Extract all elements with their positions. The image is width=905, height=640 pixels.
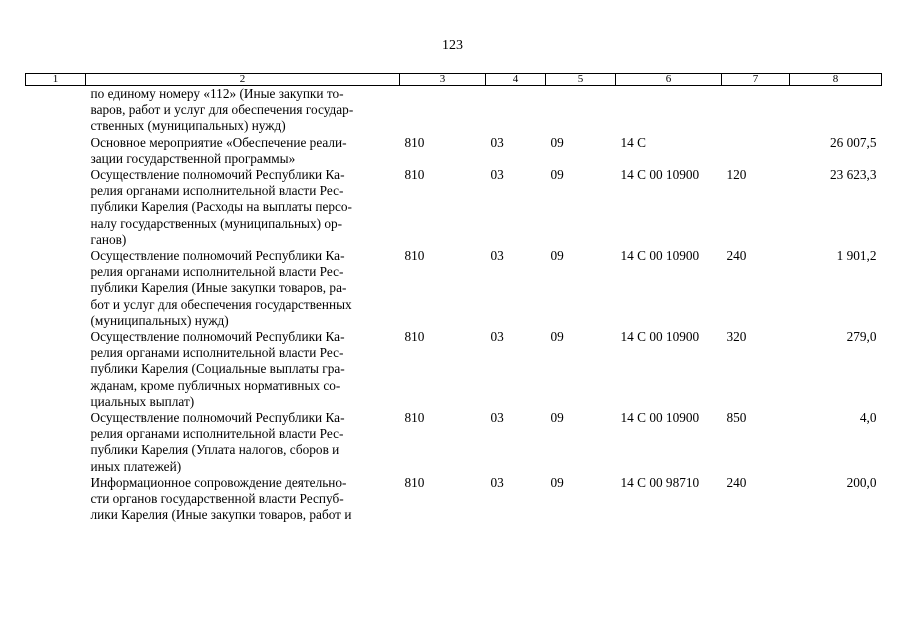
- code-admin-cell: 810: [404, 248, 425, 264]
- code-section-cell: 03: [490, 410, 504, 426]
- description-line: варов, работ и услуг для обеспечения государ-: [90, 102, 354, 118]
- column-header: 7: [722, 74, 790, 86]
- code-section-cell: 03: [490, 134, 504, 150]
- code-section-cell: 03: [490, 329, 504, 345]
- row-description: [86, 475, 400, 524]
- description-line: ганов): [90, 231, 127, 247]
- table-row: [26, 248, 882, 329]
- column-header: 5: [546, 74, 616, 86]
- description-line: публики Карелия (Уплата налогов, сборов и: [90, 442, 340, 458]
- description-line: иных платежей): [90, 458, 182, 474]
- page-number: 123: [442, 38, 463, 53]
- row-number-cell: [26, 135, 86, 167]
- description-line: релия органами исполнительной власти Рес-: [90, 426, 344, 442]
- amount-cell: 200,0: [846, 474, 877, 490]
- description-line: релия органами исполнительной власти Рес-: [90, 345, 344, 361]
- row-number-cell: [26, 410, 86, 475]
- amount-cell: 1 901,2: [836, 248, 877, 264]
- description-line: по единому номеру «112» (Иные закупки то-: [90, 86, 344, 101]
- description-line: налу государственных (муниципальных) ор-: [90, 215, 343, 231]
- description-line: Основное мероприятие «Обеспечение реали-: [90, 134, 347, 150]
- code-subsection-cell: 09: [550, 248, 564, 264]
- table-row: [26, 329, 882, 410]
- code-target-article-cell: 14 С 00 10900: [620, 248, 700, 264]
- row-description: [86, 329, 400, 410]
- description-line: зации государственной программы»: [90, 150, 296, 166]
- table-row: [26, 475, 882, 524]
- description-line: релия органами исполнительной власти Рес-: [90, 264, 344, 280]
- description-line: релия органами исполнительной власти Рес-: [90, 183, 344, 199]
- description-line: публики Карелия (Социальные выплаты гра-: [90, 361, 345, 377]
- code-subsection-cell: 09: [550, 167, 564, 183]
- code-target-article-cell: 14 С 00 10900: [620, 410, 700, 426]
- description-line: публики Карелия (Расходы на выплаты персо-: [90, 199, 352, 215]
- code-target-article-cell: [616, 86, 722, 135]
- row-description: [86, 86, 400, 135]
- amount-cell: 23 623,3: [829, 167, 877, 183]
- row-description: [86, 135, 400, 167]
- row-description: [86, 167, 400, 248]
- amount-cell: 279,0: [846, 329, 877, 345]
- description-line: публики Карелия (Иные закупки товаров, ра-: [90, 280, 347, 296]
- row-number-cell: [26, 248, 86, 329]
- description-line: циальных выплат): [90, 393, 195, 409]
- code-admin-cell: 810: [404, 474, 425, 490]
- row-number-cell: [26, 329, 86, 410]
- code-admin-cell: 810: [404, 410, 425, 426]
- description-line: (муниципальных) нужд): [90, 312, 229, 328]
- row-number-cell: [26, 475, 86, 524]
- code-admin-cell: [400, 86, 486, 135]
- column-header: 8: [790, 74, 882, 86]
- code-target-article-cell: 14 С: [620, 134, 646, 150]
- column-header: 6: [616, 74, 722, 86]
- description-line: Осуществление полномочий Республики Ка-: [90, 329, 345, 345]
- column-header: 1: [26, 74, 86, 86]
- column-number-row: [26, 74, 882, 86]
- description-line: бот и услуг для обеспечения государственных: [90, 296, 352, 312]
- column-header: 3: [400, 74, 486, 86]
- table-body: [26, 86, 882, 524]
- description-line: Осуществление полномочий Республики Ка-: [90, 167, 345, 183]
- code-expense-type-cell: 120: [726, 167, 747, 183]
- code-admin-cell: 810: [404, 134, 425, 150]
- code-target-article-cell: 14 С 00 98710: [620, 474, 700, 490]
- code-subsection-cell: [546, 86, 616, 135]
- row-number-cell: [26, 86, 86, 135]
- description-line: Осуществление полномочий Республики Ка-: [90, 410, 345, 426]
- column-header: 2: [86, 74, 400, 86]
- column-header: 4: [486, 74, 546, 86]
- code-subsection-cell: 09: [550, 329, 564, 345]
- code-section-cell: 03: [490, 248, 504, 264]
- code-target-article-cell: 14 С 00 10900: [620, 329, 700, 345]
- code-subsection-cell: 09: [550, 134, 564, 150]
- code-expense-type-cell: 850: [726, 410, 747, 426]
- code-expense-type-cell: 240: [726, 248, 747, 264]
- table-row: [26, 167, 882, 248]
- budget-table: [25, 73, 882, 523]
- table-row: [26, 135, 882, 167]
- table-row: [26, 86, 882, 135]
- code-expense-type-cell: [722, 86, 790, 135]
- amount-cell: 26 007,5: [829, 134, 877, 150]
- code-admin-cell: 810: [404, 329, 425, 345]
- description-line: Осуществление полномочий Республики Ка-: [90, 248, 345, 264]
- code-section-cell: [486, 86, 546, 135]
- code-section-cell: 03: [490, 167, 504, 183]
- code-expense-type-cell: [722, 135, 790, 167]
- description-line: жданам, кроме публичных нормативных со-: [90, 377, 341, 393]
- table-row: [26, 410, 882, 475]
- description-line: Информационное сопровождение деятельно-: [90, 474, 347, 490]
- row-number-cell: [26, 167, 86, 248]
- amount-cell: 4,0: [859, 410, 877, 426]
- code-expense-type-cell: 240: [726, 474, 747, 490]
- code-target-article-cell: 14 С 00 10900: [620, 167, 700, 183]
- row-description: [86, 248, 400, 329]
- code-admin-cell: 810: [404, 167, 425, 183]
- code-expense-type-cell: 320: [726, 329, 747, 345]
- row-description: [86, 410, 400, 475]
- description-line: ственных (муниципальных) нужд): [90, 118, 286, 134]
- amount-cell: [790, 86, 882, 135]
- code-section-cell: 03: [490, 474, 504, 490]
- code-subsection-cell: 09: [550, 474, 564, 490]
- description-line: лики Карелия (Иные закупки товаров, работ и: [90, 507, 352, 523]
- description-line: сти органов государственной власти Респуб-: [90, 491, 344, 507]
- code-subsection-cell: 09: [550, 410, 564, 426]
